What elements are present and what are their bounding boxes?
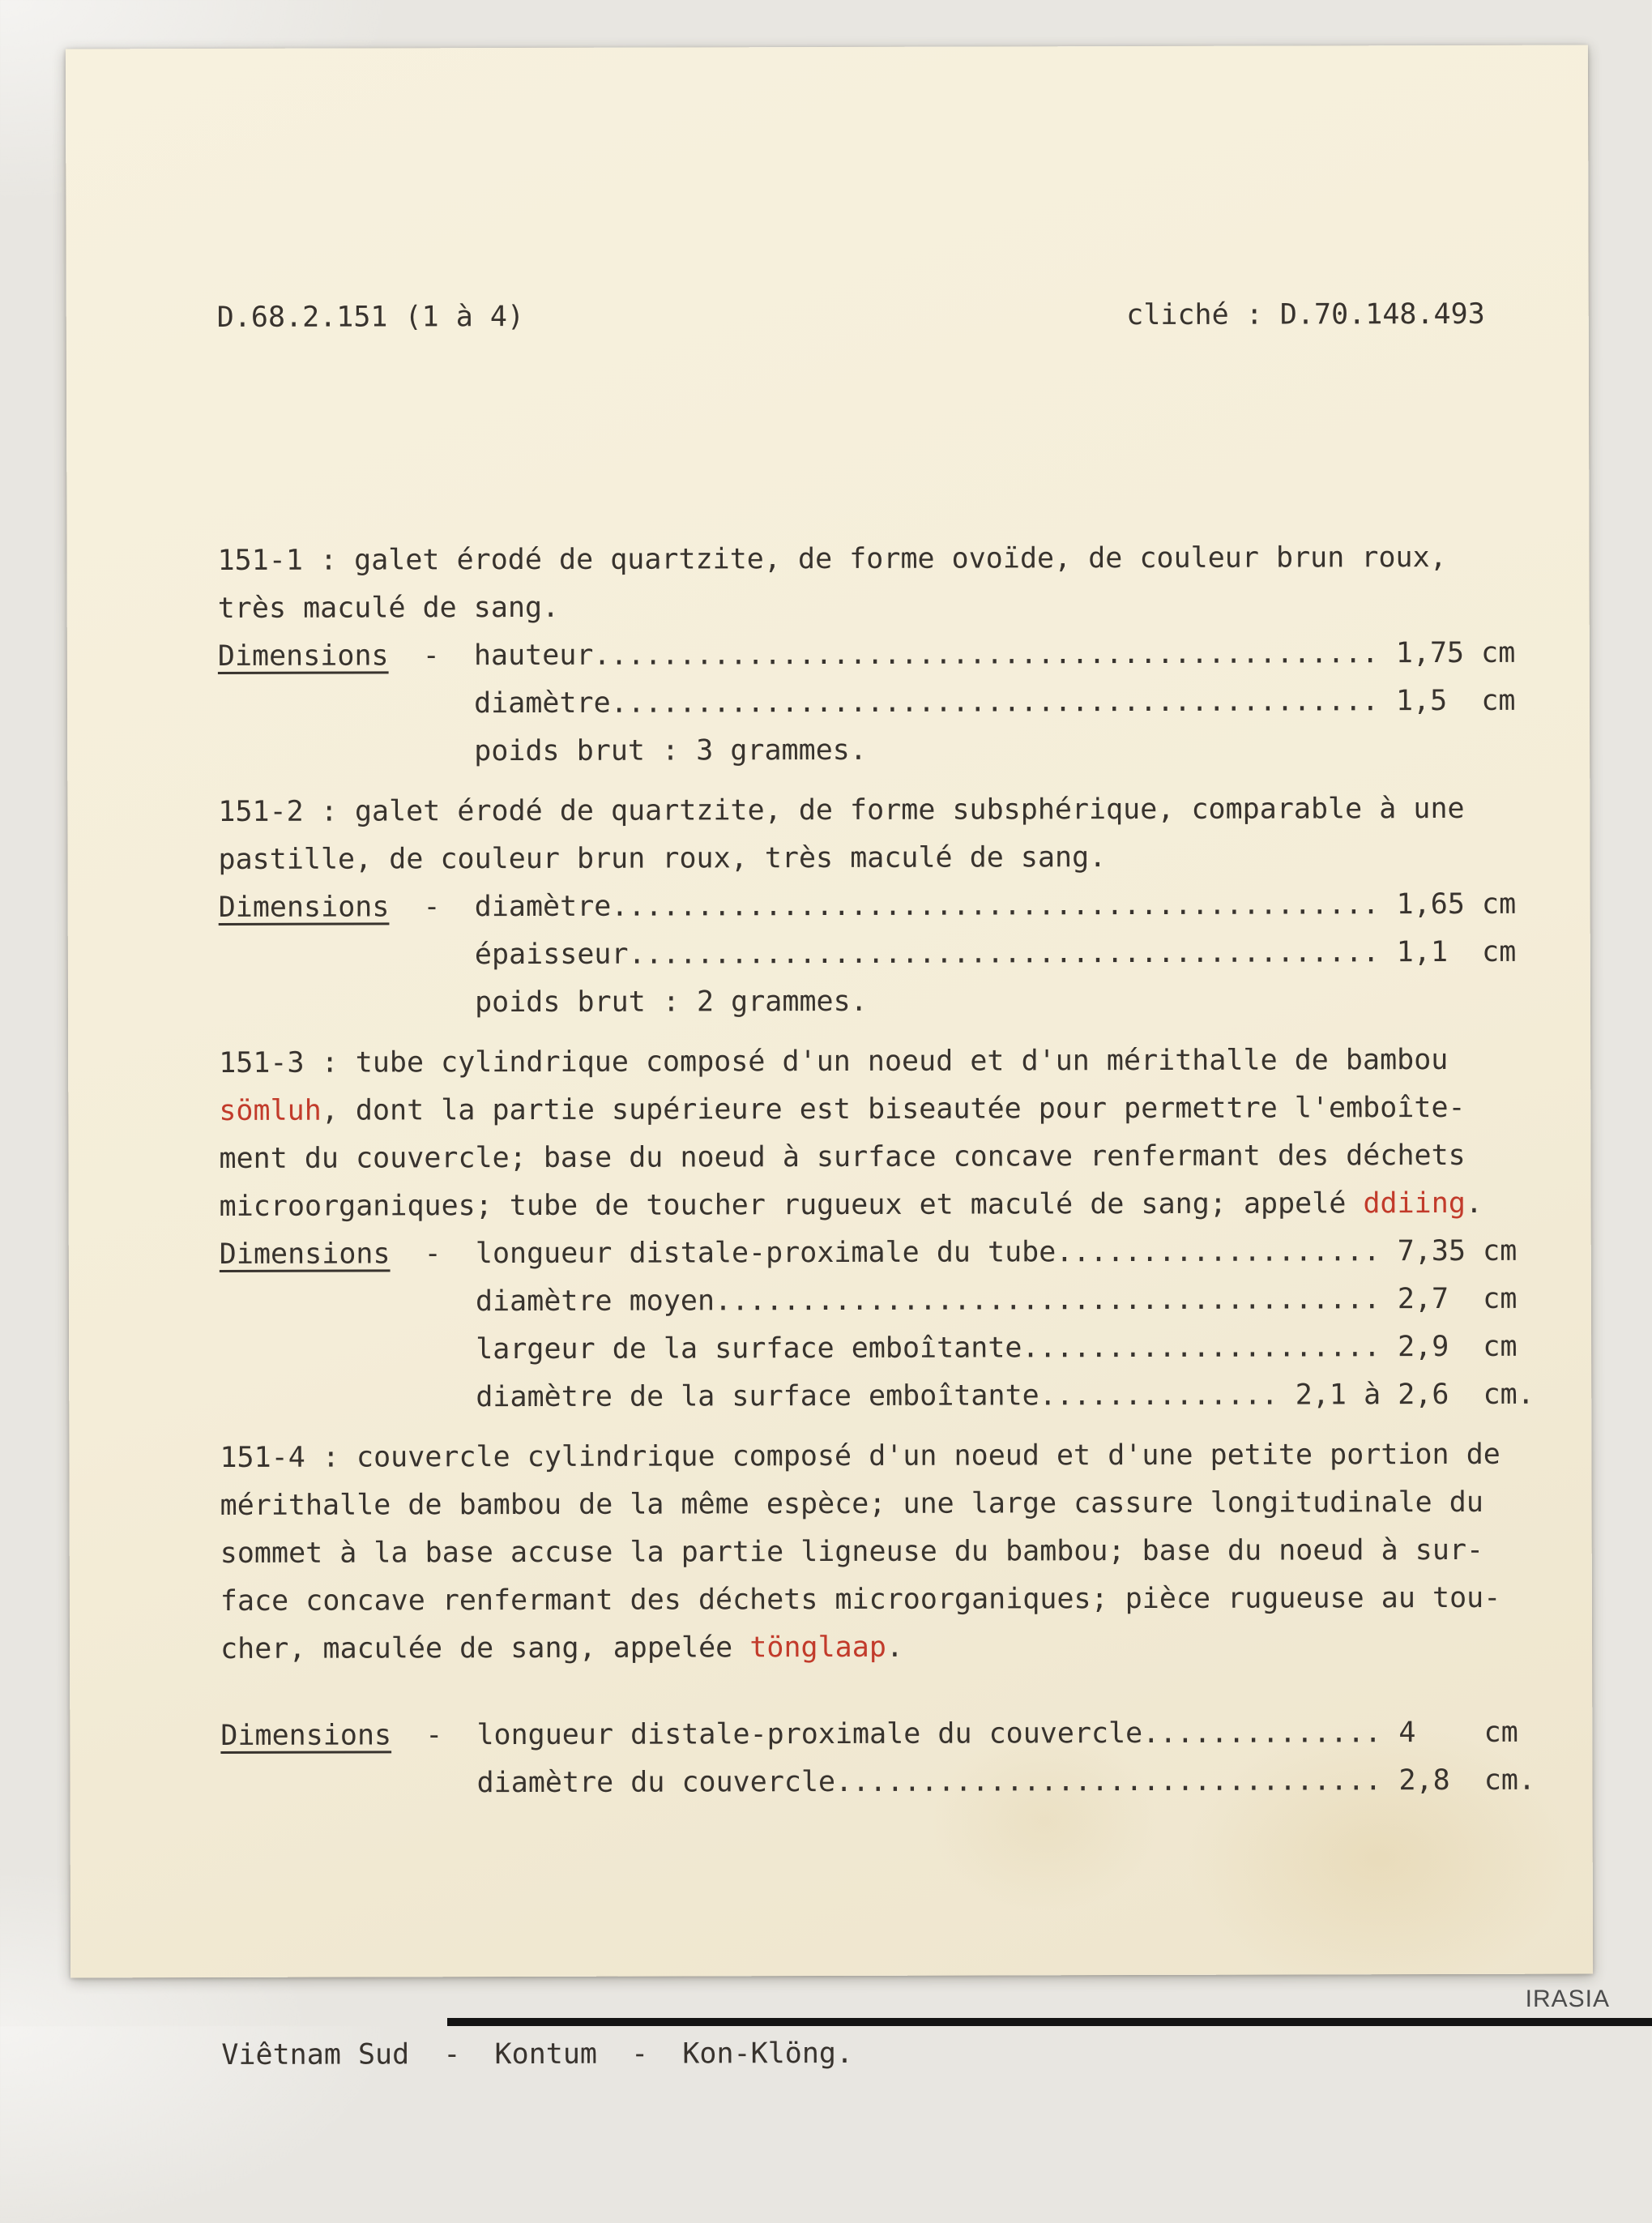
text-segment: sommet à la base accuse la partie ligneuse du bambou; base du noeud à sur-: [220, 1533, 1484, 1570]
description-line: [220, 1527, 1488, 1578]
description-line: [220, 1622, 1488, 1674]
dimension-lead: [219, 986, 475, 1020]
watermark-label: IRASIA: [1525, 1986, 1610, 2012]
text-segment: microorganiques; tube de toucher rugueux et maculé de sang; appelé: [219, 1187, 1364, 1223]
dimension-text: épaisseur............................................ 1,1 cm: [474, 935, 1517, 972]
text-segment: 151-3 : tube cylindrique composé d'un noeud et d'un mérithalle de bambou: [219, 1044, 1449, 1079]
cliche-number: cliché : D.70.148.493: [1126, 297, 1485, 332]
dimension-text: diamètre............................................. 1,5 cm: [474, 684, 1516, 720]
dimension-row: [219, 1228, 1518, 1279]
dimension-text: largeur de la surface emboîtante..................... 2,9 cm: [476, 1330, 1518, 1366]
text-segment: pastille, de couleur brun roux, très maculé de sang.: [218, 841, 1107, 876]
dimension-lead: Dimensions -: [219, 1238, 476, 1271]
text-segment: 151-2 : galet érodé de quartzite, de forme subsphérique, comparable à une: [218, 792, 1465, 828]
dimensions-label: Dimensions: [218, 891, 390, 924]
dimension-text: longueur distale-proximale du couvercle.............. 4 cm: [476, 1716, 1518, 1752]
vernacular-term: sömluh: [219, 1094, 322, 1127]
dimension-text: diamètre............................................. 1,65 cm: [474, 887, 1517, 924]
dimension-text: poids brut : 3 grammes.: [474, 733, 867, 768]
catalog-entry: [220, 1431, 1536, 1808]
catalog-entry: [218, 785, 1517, 1028]
text-segment: mérithalle de bambou de la même espèce; une large cassure longitudinale du: [220, 1486, 1483, 1522]
text-segment: , dont la partie supérieure est biseautée pour permettre l'emboîte-: [321, 1091, 1466, 1127]
dimension-lead: [220, 1767, 476, 1800]
vernacular-term: tönglaap: [749, 1631, 886, 1665]
dimension-lead: [220, 1381, 476, 1414]
dimensions-label: Dimensions: [220, 1719, 392, 1752]
dimension-row: [220, 1323, 1518, 1374]
description-line: [218, 582, 1486, 633]
dimensions-label: Dimensions: [219, 1238, 391, 1271]
dimension-text: diamètre de la surface emboîtante.............. 2,1 à 2,6 cm.: [476, 1378, 1535, 1414]
description-line: [220, 1431, 1500, 1482]
entries: [217, 534, 1536, 1808]
dimension-row: [219, 977, 1487, 1028]
dimension-lead: [220, 1333, 476, 1366]
description-line: [220, 1479, 1488, 1530]
text-segment: cher, maculée de sang, appelée: [220, 1631, 750, 1665]
text-segment: face concave renfermant des déchets microorganiques; pièce rugueuse au tou-: [220, 1581, 1501, 1618]
vernacular-term: ddiing: [1363, 1186, 1466, 1221]
description-line: [220, 1180, 1488, 1231]
dimension-row: [220, 1709, 1518, 1760]
dimension-row: [217, 630, 1516, 681]
catalog-entry: [217, 534, 1516, 776]
dimension-lead: [220, 1285, 476, 1319]
dimension-text: poids brut : 2 grammes.: [474, 985, 868, 1020]
dimension-row: [220, 1757, 1536, 1808]
dimension-row: [219, 929, 1517, 980]
dimension-lead: Dimensions -: [218, 891, 475, 924]
dimension-row: [220, 1371, 1535, 1422]
dimension-row: [218, 725, 1486, 776]
inventory-number: D.68.2.151 (1 à 4): [216, 300, 525, 334]
document-content: [66, 45, 1594, 2223]
description-line: [220, 1575, 1501, 1626]
dimension-text: hauteur.............................................. 1,75 cm: [473, 636, 1516, 673]
dimension-text: diamètre moyen....................................... 2,7 cm: [475, 1282, 1518, 1319]
description-line: [218, 833, 1486, 884]
dimension-row: [218, 881, 1517, 932]
description-line: [217, 534, 1485, 585]
dimension-lead: Dimensions -: [217, 639, 474, 673]
description-line: [218, 785, 1486, 836]
dimension-text: diamètre du couvercle................................ 2,8 cm.: [476, 1763, 1536, 1800]
catalog-entry: [219, 1037, 1535, 1422]
text-segment: 151-4 : couvercle cylindrique composé d'un noeud et d'une petite portion de: [220, 1438, 1500, 1474]
dimension-row: [218, 678, 1516, 729]
dimension-lead: Dimensions -: [220, 1719, 477, 1752]
text-segment: 151-1 : galet érodé de quartzite, de forme ovoïde, de couleur brun roux,: [217, 541, 1447, 577]
text-segment: .: [1465, 1186, 1483, 1220]
text-segment: .: [886, 1631, 903, 1664]
document-header: [217, 291, 1485, 342]
dimension-text: longueur distale-proximale du tube................... 7,35 cm: [475, 1234, 1518, 1271]
dimension-lead: [218, 735, 474, 768]
dimension-row: [220, 1276, 1518, 1327]
dimension-lead: [218, 687, 474, 720]
dimension-lead: [219, 938, 475, 972]
description-line: [219, 1132, 1487, 1183]
location-line: Viêtnam Sud - Kontum - Kon-Klöng.: [221, 2037, 854, 2071]
text-segment: très maculé de sang.: [217, 591, 560, 625]
text-segment: ment du couvercle; base du noeud à surface concave renfermant des déchets: [219, 1139, 1466, 1175]
scan-edge-bar: [447, 2018, 1652, 2026]
dimensions-label: Dimensions: [217, 639, 389, 673]
description-line: [219, 1037, 1487, 1088]
description-line: [219, 1084, 1487, 1135]
